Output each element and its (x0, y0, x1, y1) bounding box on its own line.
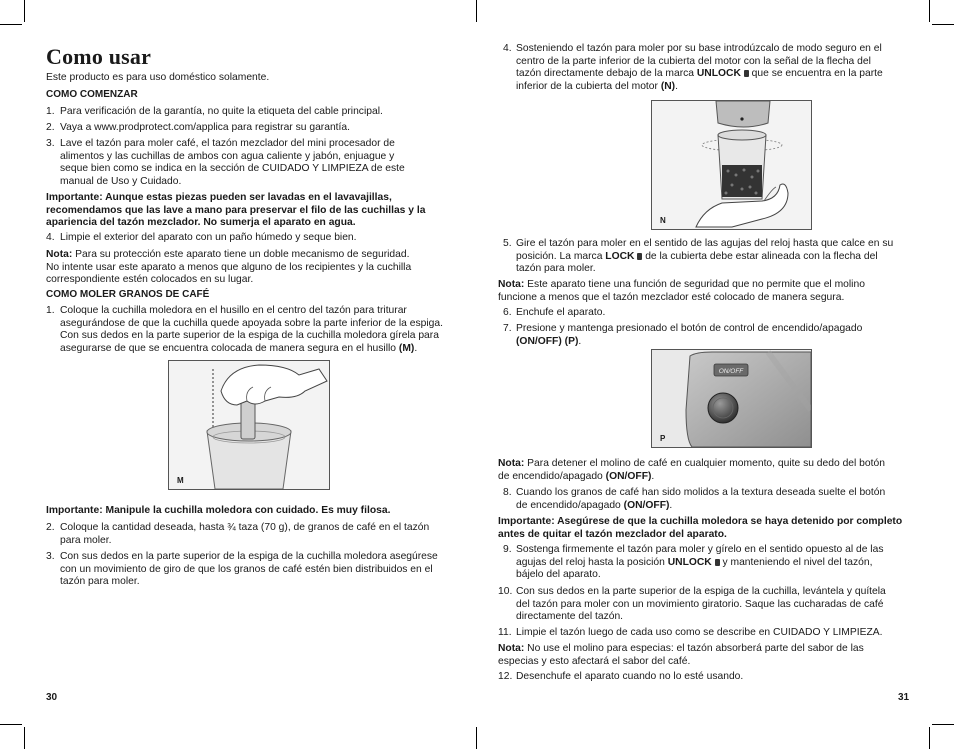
punctuation: . (578, 335, 582, 347)
important-note (46, 192, 460, 230)
list-item (46, 522, 460, 548)
list-number: 3. (46, 551, 55, 562)
blade-insertion-illustration (169, 361, 329, 489)
list-item (498, 627, 908, 640)
page-title: Como usar (46, 44, 152, 69)
punctuation: . (414, 342, 418, 354)
note-label: Nota: (498, 643, 525, 654)
button-ref: (ON/OFF) (605, 470, 652, 482)
list-number: 6. (503, 307, 512, 318)
list-item (46, 138, 460, 190)
list-text-line: Con sus dedos en la parte superior de la espiga de la cuchilla moledora asegúrese (60, 551, 438, 562)
list-text-line: agujas del reloj hasta la posición (516, 556, 668, 568)
punctuation: . (675, 80, 678, 92)
crop-mark (24, 727, 25, 749)
list-item (503, 307, 913, 320)
list-text: Limpie el exterior del aparato con un paño húmedo y seque bien. (60, 232, 357, 243)
important-line: antes de quitar el tazón mezclador del aparato. (498, 528, 727, 540)
onoff-button-illustration (652, 350, 811, 447)
note-block (498, 643, 908, 668)
list-text-line: asegurándose de que la cuchilla quede apoyada sobre la parte inferior de la espiga. (60, 317, 443, 329)
list-text-line: Coloque la cuchilla moledora en el husillo en el centro del tazón para triturar (60, 305, 407, 316)
crop-mark (929, 727, 930, 749)
list-item (503, 323, 913, 349)
list-text-line: asegurarse de que se encuentra colocada de manera segura en el husillo (60, 342, 399, 354)
note-label: Nota: (498, 279, 525, 290)
note-text: correspondiente estén colocados en su lugar. (46, 274, 254, 286)
list-item (503, 544, 913, 583)
list-number: 2. (46, 122, 55, 133)
list-number: 2. (46, 522, 55, 533)
list-text-line: Lave el tazón para moler café, el tazón mezclador del mini procesador de (60, 138, 395, 149)
list-text-line: posición. La marca (516, 250, 606, 262)
bowl-insertion-illustration (652, 101, 811, 229)
list-text-line: alimentos y las cuchillas de ambos con agua caliente y jabón, enjuague y (60, 150, 395, 162)
crop-mark (24, 0, 25, 22)
list-text-line: tazón para moler. (516, 263, 596, 275)
list-text: Limpie el tazón luego de cada uso como se describe en CUIDADO Y LIMPIEZA. (516, 627, 883, 638)
crop-mark (476, 0, 477, 22)
important-line: apariencia del tazón mezclador. No sumerja el aparato en agua. (46, 217, 356, 229)
list-text-line: para moler. (60, 534, 112, 546)
button-ref: (ON/OFF) (516, 335, 562, 347)
list-text-line: del tazón para moler con un movimiento giratorio. Saque las cucharadas de café (516, 598, 884, 610)
important-line: Importante: Asegúrese de que la cuchilla moledora se haya detenido por completo (498, 516, 903, 527)
note-label: Nota: (46, 249, 73, 260)
list-item (46, 122, 460, 135)
list-text: Vaya a www.prodprotect.com/applica para registrar su garantía. (60, 122, 350, 133)
list-text-line: tazón directamente debajo de la marca (516, 68, 697, 80)
note-text: especias y esto afectará el sabor del café. (498, 655, 691, 667)
punctuation: . (669, 499, 673, 511)
crop-mark (932, 24, 954, 25)
list-text-line: seque bien como se indica en la sección de CUIDADO Y LIMPIEZA de este (60, 163, 405, 175)
important-line: recomendamos que las lave a mano para preservar el filo de las cuchillas y la (46, 204, 426, 216)
list-text: Desenchufe el aparato cuando no lo esté usando. (516, 671, 744, 682)
note-block (498, 279, 908, 304)
unlock-mark: UNLOCK (667, 556, 712, 568)
list-item (503, 43, 913, 95)
list-text-line: de encendido/apagado (516, 499, 624, 511)
section-heading-moler-granos: COMO MOLER GRANOS DE CAFÉ (46, 289, 210, 300)
note-text: Este aparato tiene una función de seguridad que no permite que el molino (524, 279, 865, 290)
list-item (498, 586, 908, 625)
list-text-line: y manteniendo el nivel del tazón, (719, 556, 873, 568)
list-item (46, 305, 460, 357)
note-text: Para su protección este aparato tiene un doble mecanismo de seguridad. (72, 249, 410, 260)
list-text-line: centro de la parte inferior de la cubierta del motor con la señal de la flecha del (516, 55, 871, 67)
lock-mark: LOCK (605, 250, 635, 262)
list-number: 9. (503, 544, 512, 555)
list-text-line: Con sus dedos en la parte superior de la espiga de la cuchilla, levántela y quítela (516, 586, 886, 597)
list-number: 12. (498, 671, 513, 682)
figure-ref: (P) (564, 335, 579, 347)
list-text-line: Sostenga firmemente el tazón para moler y gírelo en el sentido opuesto al de las (516, 544, 884, 555)
list-number: 4. (46, 232, 55, 243)
note-text: de encendido/apagado (498, 470, 606, 482)
list-text-line: Con sus dedos en la parte superior de la espiga de la cuchilla moledora gírela para (60, 330, 439, 342)
note-text: funcione a menos que el tazón mezclador esté colocado de manera segura. (498, 291, 845, 303)
list-text-line: inferior de la cubierta del motor (516, 80, 661, 92)
list-item (503, 487, 913, 513)
section-heading-como-comenzar: COMO COMENZAR (46, 89, 138, 100)
list-text-line: Gire el tazón para moler en el sentido de las agujas del reloj hasta que calce en su (516, 238, 894, 249)
figure-p-illustration (651, 349, 812, 448)
list-text: Para verificación de la garantía, no quite la etiqueta del cable principal. (60, 106, 383, 117)
list-item (46, 106, 460, 119)
important-note: Importante: Manipule la cuchilla moledora con cuidado. Es muy filosa. (46, 505, 391, 516)
list-item (46, 232, 460, 245)
list-item (498, 671, 908, 684)
button-ref: (ON/OFF) (623, 499, 670, 511)
crop-mark (932, 724, 954, 725)
crop-mark (929, 0, 930, 22)
list-number: 10. (498, 586, 513, 597)
list-number: 5. (503, 238, 512, 249)
figure-label: M (177, 476, 184, 485)
figure-ref: (M) (398, 342, 415, 354)
page-number-right: 31 (898, 692, 910, 703)
list-number: 7. (503, 323, 512, 334)
list-text-line: de la cubierta debe estar alineada con la flecha del (642, 250, 878, 262)
list-text-line: Coloque la cantidad deseada, hasta ¾ taza (70 g), de granos de café en el tazón (60, 522, 430, 533)
list-text-line: tazón para moler. (60, 576, 140, 588)
list-number: 3. (46, 138, 55, 149)
list-text-line: con un movimiento de giro de que los granos de café estén bien distribuidos en el (60, 563, 433, 575)
list-number: 1. (46, 106, 55, 117)
note-text: No intente usar este aparato a menos que alguno de los recipientes y la cuchilla (46, 261, 412, 273)
list-text-line: bájelo del aparato. (516, 569, 601, 581)
figure-ref: (N) (660, 80, 676, 92)
list-number: 1. (46, 305, 55, 316)
list-number: 8. (503, 487, 512, 498)
figure-label: P (660, 434, 666, 443)
unlock-mark: UNLOCK (696, 68, 741, 80)
list-number: 4. (503, 43, 512, 54)
punctuation: . (651, 470, 655, 482)
list-text: Enchufe el aparato. (516, 307, 606, 318)
list-text-line: Sosteniendo el tazón para moler por su base introdúzcalo de modo seguro en el (516, 43, 882, 54)
figure-m-illustration (168, 360, 330, 490)
note-block (498, 458, 908, 483)
list-text-line: que se encuentra en la parte (748, 68, 883, 80)
note-block (46, 249, 460, 287)
figure-label: N (660, 216, 666, 225)
important-line: Importante: Aunque estas piezas pueden ser lavadas en el lavavajillas, (46, 192, 392, 203)
list-item (503, 238, 913, 277)
intro-text: Este producto es para uso doméstico solamente. (46, 72, 270, 83)
figure-n-illustration (651, 100, 812, 230)
crop-mark (0, 24, 22, 25)
list-number: 11. (498, 627, 512, 638)
crop-mark (476, 727, 477, 749)
onoff-label: ON/OFF (718, 368, 744, 375)
page-number-left: 30 (46, 692, 58, 703)
list-text-line: Presione y mantenga presionado el botón de control de encendido/apagado (516, 323, 863, 334)
note-label: Nota: (498, 458, 525, 469)
list-text-line: directamente del tazón. (516, 611, 624, 623)
note-text: Para detener el molino de café en cualquier momento, quite su dedo del botón (524, 458, 885, 469)
important-note (498, 516, 908, 541)
crop-mark (0, 724, 22, 725)
list-item (46, 551, 460, 590)
note-text: No use el molino para especias: el tazón absorberá parte del sabor de las (524, 643, 864, 654)
list-text-line: Cuando los granos de café han sido molidos a la textura deseada suelte el botón (516, 487, 886, 498)
list-text-line: manual de Uso y Cuidado. (60, 175, 182, 187)
